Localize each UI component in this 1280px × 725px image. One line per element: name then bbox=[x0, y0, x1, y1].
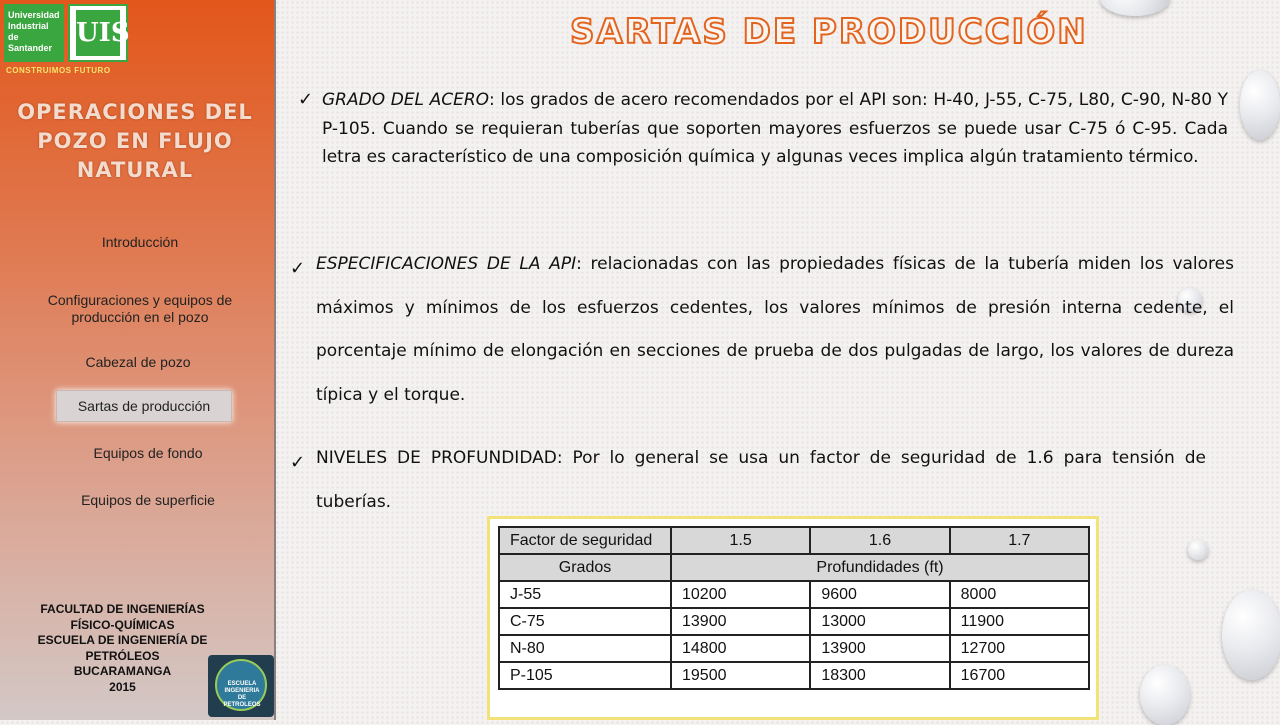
table-cell: 13900 bbox=[810, 635, 949, 662]
nav-item-configuraciones[interactable]: Configuraciones y equipos de producción en el pozo bbox=[47, 292, 233, 325]
decorative-drop bbox=[1100, 0, 1170, 16]
safety-factor-table bbox=[487, 516, 1099, 720]
faculty-line: BUCARAMANGA bbox=[73, 664, 172, 678]
table-cell: 9600 bbox=[810, 581, 949, 608]
course-title: OPERACIONES DEL POZO EN FLUJO NATURAL bbox=[17, 100, 253, 182]
table-header: Profundidades (ft) bbox=[671, 554, 1089, 581]
table-cell: 8000 bbox=[950, 581, 1089, 608]
table-cell: P-105 bbox=[499, 662, 671, 689]
checkmark-icon: ✓ bbox=[290, 452, 306, 473]
table-cell: 14800 bbox=[671, 635, 810, 662]
university-logo: Universidad Industrial de Santander bbox=[4, 4, 64, 62]
table-header: 1.7 bbox=[950, 527, 1089, 554]
faculty-info bbox=[20, 602, 225, 695]
table-cell: 11900 bbox=[950, 608, 1089, 635]
table-cell: N-80 bbox=[499, 635, 671, 662]
table-cell: J-55 bbox=[499, 581, 671, 608]
bullet-niveles bbox=[290, 437, 1206, 524]
school-logo: ESCUELA INGENIERIA DE PETROLEOS bbox=[208, 655, 274, 717]
bullet-grado-acero bbox=[298, 86, 1228, 172]
checkmark-icon: ✓ bbox=[298, 89, 314, 110]
bullet-text: : los grados de acero recomendados por el API son: H-40, J-55, C-75, L80, C-90, N-80 Y P-105. Cuando se requieran tuberías que soporten mayores esfuerzos se puede usar C-75 ó C-95. Cada letra es característico de una composición química y algunas veces implica algún tratamiento térmico. bbox=[322, 90, 1228, 167]
decorative-drop bbox=[1140, 665, 1190, 725]
slide-title: SARTAS DE PRODUCCIÓN bbox=[570, 12, 1088, 52]
nav-item-cabezal[interactable]: Cabezal de pozo bbox=[85, 354, 191, 370]
table-cell: C-75 bbox=[499, 608, 671, 635]
bullet-text: : Por lo general se usa un factor de seguridad de 1.6 para tensión de tuberías. bbox=[316, 448, 1206, 512]
sidebar bbox=[0, 0, 276, 720]
bullet-heading: GRADO DEL ACERO bbox=[322, 90, 490, 110]
table-header: Factor de seguridad bbox=[499, 527, 671, 554]
faculty-line: FÍSICO-QUÍMICAS bbox=[70, 617, 175, 632]
table-header: Grados bbox=[499, 554, 671, 581]
faculty-line: 2015 bbox=[109, 679, 136, 694]
table-cell: 12700 bbox=[950, 635, 1089, 662]
table-row bbox=[499, 581, 1089, 608]
bullet-especificaciones bbox=[290, 243, 1234, 417]
decorative-drop bbox=[1188, 540, 1208, 560]
nav-item-introduccion[interactable]: Introducción bbox=[101, 234, 179, 250]
tagline: CONSTRUIMOS FUTURO bbox=[6, 66, 111, 75]
nav-item-equipos-superficie[interactable]: Equipos de superficie bbox=[81, 492, 215, 508]
table-cell: 18300 bbox=[810, 662, 949, 689]
table-row bbox=[499, 608, 1089, 635]
bullet-heading: NIVELES DE PROFUNDIDAD bbox=[316, 448, 557, 468]
table-cell: 10200 bbox=[671, 581, 810, 608]
decorative-drop bbox=[1222, 590, 1280, 680]
table-row bbox=[499, 635, 1089, 662]
uis-emblem-icon: UIS bbox=[68, 4, 128, 62]
faculty-line: PETRÓLEOS bbox=[85, 648, 160, 663]
nav-item-equipos-fondo[interactable]: Equipos de fondo bbox=[93, 445, 203, 461]
bullet-heading: ESPECIFICACIONES DE LA API bbox=[316, 254, 577, 274]
table-cell: 13900 bbox=[671, 608, 810, 635]
bullet-text: : relacionadas con las propiedades físicas de la tubería miden los valores máximos y mínimos de los esfuerzos cedentes, los valores mínimos de presión interna cedente, el porcentaje mínimo de elongación en secciones de prueba de dos pulgadas de largo, los valores de dureza típica y el torque. bbox=[316, 254, 1234, 405]
table-cell: 16700 bbox=[950, 662, 1089, 689]
nav-item-sartas[interactable]: Sartas de producción bbox=[56, 390, 232, 422]
table-cell: 13000 bbox=[810, 608, 949, 635]
table-row bbox=[499, 662, 1089, 689]
checkmark-icon: ✓ bbox=[290, 258, 306, 279]
table-header: 1.6 bbox=[810, 527, 949, 554]
decorative-drop bbox=[1240, 70, 1280, 140]
table-cell: 19500 bbox=[671, 662, 810, 689]
faculty-line: ESCUELA DE INGENIERÍA DE bbox=[37, 633, 208, 647]
table-header: 1.5 bbox=[671, 527, 810, 554]
faculty-line: FACULTAD DE INGENIERÍAS bbox=[40, 602, 205, 616]
